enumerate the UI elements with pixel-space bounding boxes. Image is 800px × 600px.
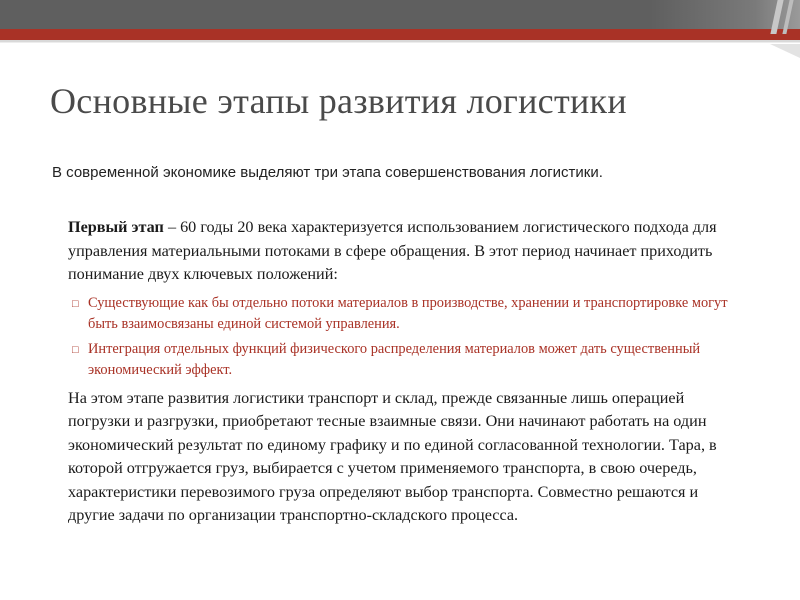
accent-stripe <box>0 29 800 40</box>
first-stage-text: – 60 годы 20 века характеризуется использованием логистического подхода для управления материальными потоками в сфере обращения. В этот период начинает приходить понимание двух ключевых положений: <box>68 218 717 283</box>
list-item-text: Существующие как бы отдельно потоки материалов в производстве, хранении и транспортировке могут быть взаимосвязаны единой системой управления. <box>88 294 728 332</box>
header-shadow-line <box>0 42 800 43</box>
list-item <box>72 339 734 381</box>
hollow-square-bullet-icon: □ <box>72 297 79 310</box>
closing-paragraph: На этом этапе развития логистики транспорт и склад, прежде связанные лишь операцией погрузки и разгрузки, приобретают тесные взаимные связи. Они начинают работать на один экономический результат по единому графику и по единой согласованной технологии. Тара, в которой отгружается груз, выбирается с учетом применяемого транспорта, в свою очередь, характеристики перевозимого груза определяют выбор транспорта. Совместно решаются и другие задачи по организации транспортно-складского процесса. <box>68 388 717 524</box>
slide-body <box>68 216 734 528</box>
first-stage-label: Первый этап <box>68 218 164 236</box>
hollow-square-bullet-icon: □ <box>72 343 79 356</box>
list-item-text: Интеграция отдельных функций физического распределения материалов может дать существенный экономический эффект. <box>88 340 701 378</box>
first-stage-paragraph <box>68 216 734 287</box>
key-points-list <box>72 293 734 381</box>
corner-tab <box>770 44 800 58</box>
slide-title: Основные этапы развития логистики <box>50 81 627 121</box>
list-item <box>72 293 734 335</box>
intro-text: В современной экономике выделяют три этапа совершенствования логистики. <box>52 164 603 181</box>
